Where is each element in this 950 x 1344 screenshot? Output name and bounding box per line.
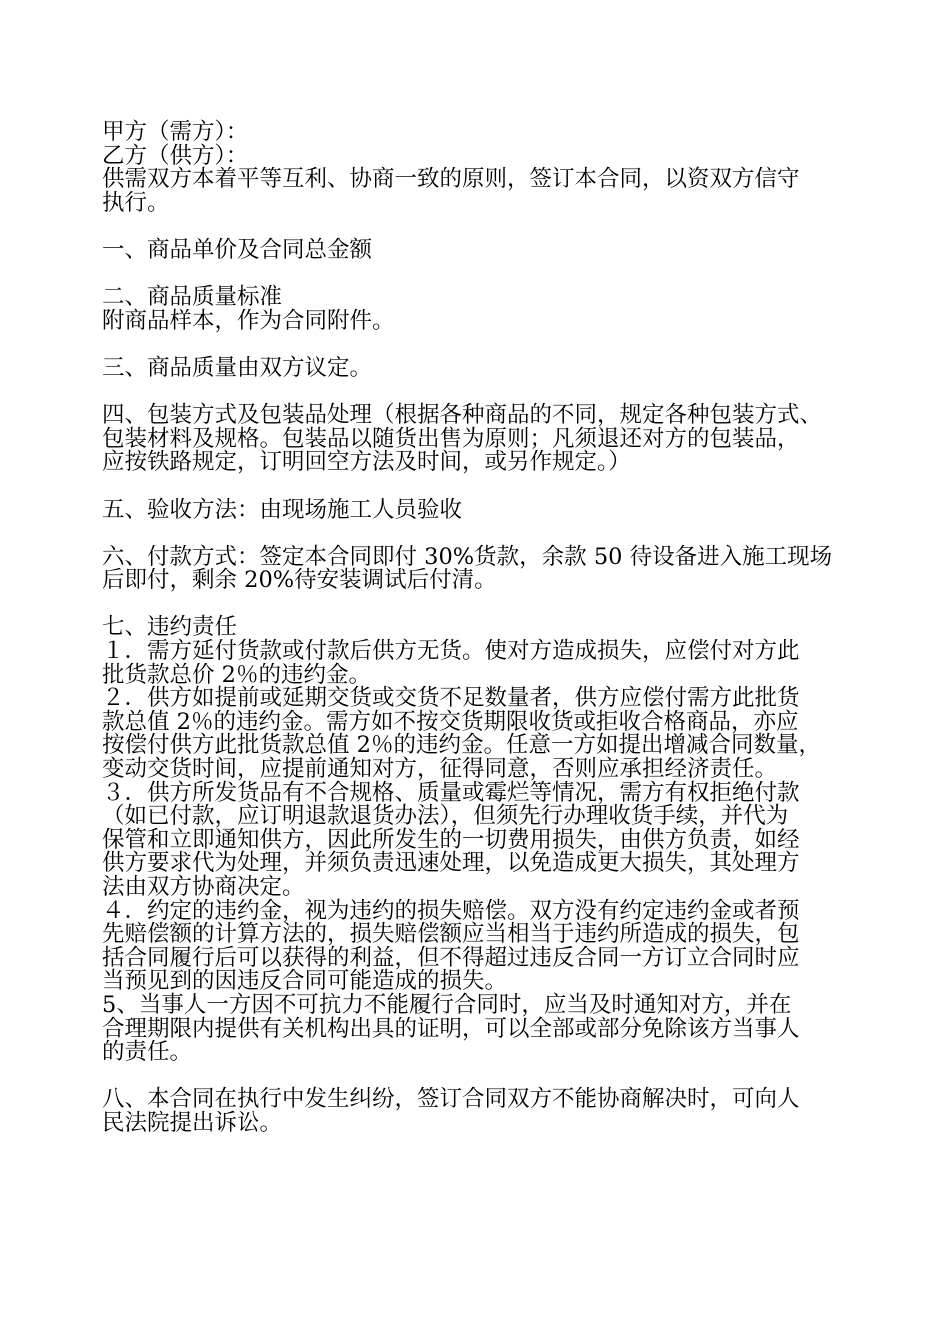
paragraph-gap [102, 1065, 872, 1089]
section-7-line: 先赔偿额的计算方法的，损失赔偿额应当相当于违约所造成的损失，包 [102, 921, 800, 948]
section-2-title: 二、商品质量标准 [102, 284, 283, 311]
paragraph-gap [102, 333, 872, 357]
paragraph-gap [102, 475, 872, 499]
section-7-line: 的责任。 [102, 1039, 193, 1066]
section-7-line: 5、当事人一方因不可抗力不能履行合同时，应当及时通知对方，并在 [102, 991, 792, 1018]
section-4-line: 四、包装方式及包装品处理（根据各种商品的不同，规定各种包装方式、 [102, 402, 823, 429]
section-7-line: 变动交货时间，应提前通知对方，征得同意，否则应承担经济责任。 [102, 756, 778, 783]
intro-line: 执行。 [102, 189, 170, 216]
section-8-line: 民法院提出诉讼。 [102, 1109, 283, 1136]
section-7-line: 括合同履行后可以获得的利益，但不得超过违反合同一方订立合同时应 [102, 944, 800, 971]
section-5-title: 五、验收方法：由现场施工人员验收 [102, 496, 463, 523]
party-a-line: 甲方（需方）： [102, 119, 249, 145]
contract-page [102, 121, 872, 1136]
section-4-line: 包装材料及规格。包装品以随货出售为原则；凡须退还对方的包装品， [102, 425, 800, 452]
party-b-line: 乙方（供方）： [102, 142, 249, 169]
paragraph-gap [102, 522, 872, 546]
section-7-line: １．需方延付货款或付款后供方无货。使对方造成损失，应偿付对方此 [102, 638, 800, 665]
section-6-line: 六、付款方式：签定本合同即付 30%货款，余款 50 待设备进入施工现场 [102, 543, 833, 570]
section-6-line: 后即付，剩余 20%待安装调试后付清。 [102, 567, 497, 594]
section-7-title: 七、违约责任 [102, 614, 238, 641]
intro-line: 供需双方本着平等互利、协商一致的原则，签订本合同，以资双方信守 [102, 166, 800, 193]
section-7-line: 批货款总价 2％的违约金。 [102, 661, 371, 688]
paragraph-gap [102, 215, 872, 239]
section-7-line: 供方要求代为处理，并须负责迅速处理，以免造成更大损失，其处理方 [102, 850, 800, 877]
paragraph-gap [102, 381, 872, 405]
section-7-line: 当预见到的因违反合同可能造成的损失。 [102, 968, 508, 995]
section-1-title: 一、商品单价及合同总金额 [102, 236, 373, 263]
section-7-line: 合理期限内提供有关机构出具的证明，可以全部或部分免除该方当事人 [102, 1015, 800, 1042]
section-7-line: 保管和立即通知供方，因此所发生的一切费用损失，由供方负责，如经 [102, 826, 800, 853]
section-8-line: 八、本合同在执行中发生纠纷，签订合同双方不能协商解决时，可向人 [102, 1086, 800, 1113]
section-3-title: 三、商品质量由双方议定。 [102, 354, 373, 381]
section-7-line: 款总值 2％的违约金。需方如不按交货期限收货或拒收合格商品，亦应 [102, 708, 799, 735]
section-7-line: ３．供方所发货品有不合规格、质量或霉烂等情况，需方有权拒绝付款 [102, 779, 800, 806]
section-7-line: （如已付款，应订明退款退货办法），但须先行办理收货手续，并代为 [102, 803, 789, 830]
section-7-line: ２．供方如提前或延期交货或交货不足数量者，供方应偿付需方此批货 [102, 685, 800, 712]
paragraph-gap [102, 593, 872, 617]
section-7-line: 法由双方协商决定。 [102, 874, 305, 900]
section-2-line: 附商品样本，作为合同附件。 [102, 307, 395, 334]
section-7-line: ４．约定的违约金，视为违约的损失赔偿。双方没有约定违约金或者预 [102, 897, 800, 924]
section-7-line: 按偿付供方此批货款总值 2％的违约金。任意一方如提出增减合同数量， [102, 732, 821, 759]
section-4-line: 应按铁路规定，订明回空方法及时间，或另作规定。） [102, 449, 631, 476]
paragraph-gap [102, 263, 872, 287]
